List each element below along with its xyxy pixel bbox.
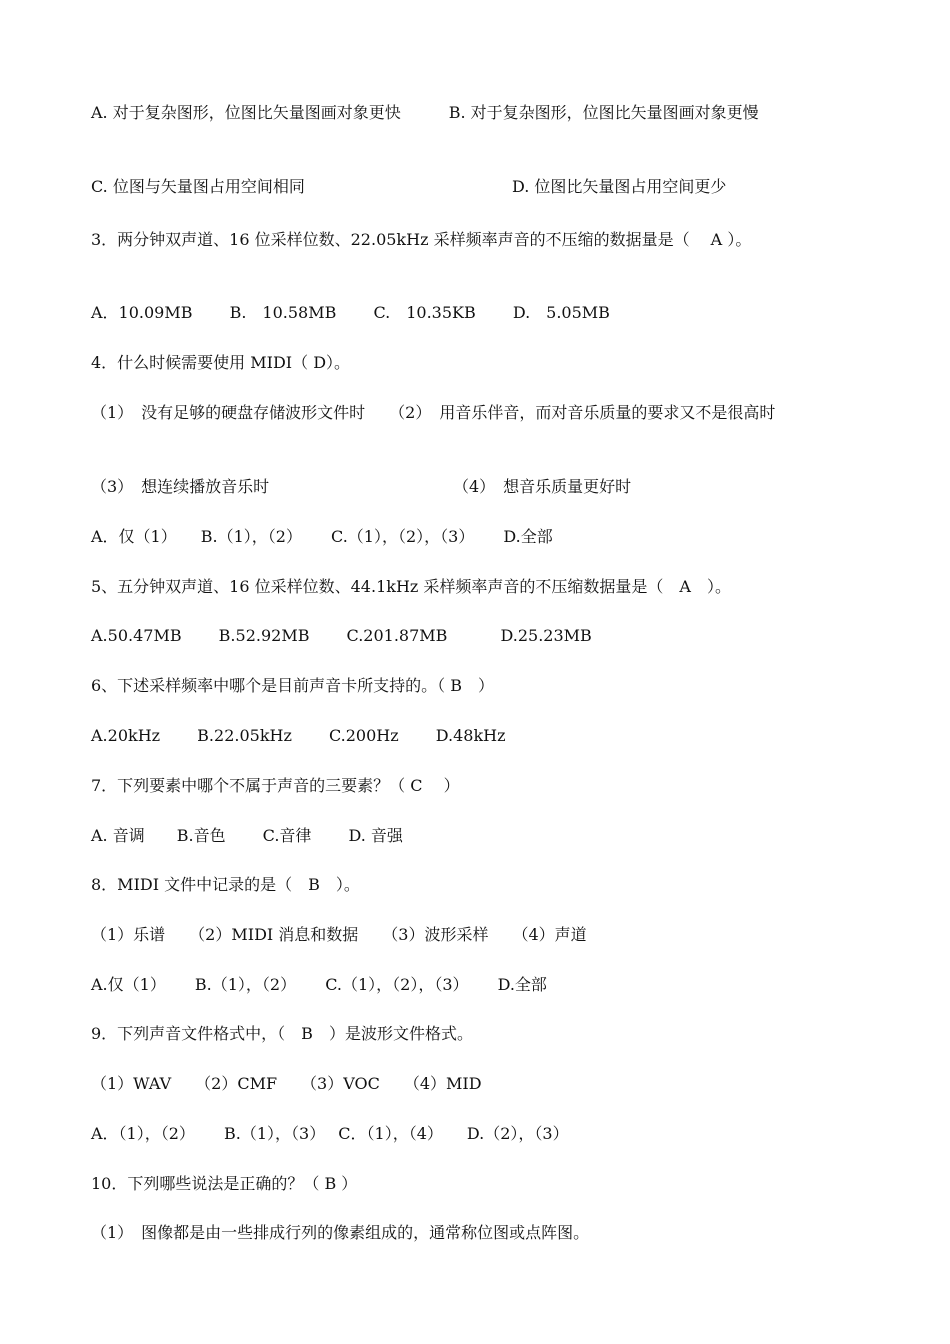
q8-options: A.仅（1） B.（1），（2） C.（1），（2），（3） D.全部 xyxy=(91,975,547,994)
question-6: 6、下述采样频率中哪个是目前声音卡所支持的。（ B ） xyxy=(91,676,495,695)
question-4: 4．什么时候需要使用 MIDI（ D）。 xyxy=(91,353,351,372)
q6-options: A.20kHz B.22.05kHz C.200Hz D.48kHz xyxy=(91,726,506,745)
q4-options: A．仅（1） B.（1），（2） C.（1），（2），（3） D.全部 xyxy=(91,527,553,546)
question-7: 7．下列要素中哪个不属于声音的三要素？（ C ） xyxy=(91,776,460,795)
q5-options: A.50.47MB B.52.92MB C.201.87MB D.25.23MB xyxy=(91,626,592,645)
q8-items: （1）乐谱 （2）MIDI 消息和数据 （3）波形采样 （4）声道 xyxy=(91,925,587,944)
q9-items: （1）WAV （2）CMF （3）VOC （4）MID xyxy=(91,1074,482,1093)
q4-items-1-2: （1） 没有足够的硬盘存储波形文件时 （2） 用音乐伴音，而对音乐质量的要求又不是很高时 xyxy=(91,403,776,422)
question-3: 3．两分钟双声道、16 位采样位数、22.05kHz 采样频率声音的不压缩的数据量是（ A ）。 xyxy=(91,230,752,249)
question-8: 8．MIDI 文件中记录的是（ B ）。 xyxy=(91,875,360,894)
q10-item-1: （1） 图像都是由一些排成行列的像素组成的，通常称位图或点阵图。 xyxy=(91,1223,590,1242)
q3-options: A．10.09MB B. 10.58MB C. 10.35KB D. 5.05MB xyxy=(91,303,610,322)
question-5: 5、五分钟双声道、16 位采样位数、44.1kHz 采样频率声音的不压缩数据量是（ A ）。 xyxy=(91,577,731,596)
q2-option-d: D. 位图比矢量图占用空间更少 xyxy=(512,177,727,196)
question-9: 9．下列声音文件格式中，（ B ）是波形文件格式。 xyxy=(91,1024,473,1043)
q4-item-3: （3） 想连续播放音乐时 xyxy=(91,477,270,496)
q4-item-4: （4） 想音乐质量更好时 xyxy=(453,477,632,496)
q2-options-ab: A. 对于复杂图形，位图比矢量图画对象更快 B. 对于复杂图形，位图比矢量图画对象更慢 xyxy=(91,103,759,122)
q7-options: A. 音调 B.音色 C.音律 D. 音强 xyxy=(91,826,403,845)
q9-options: A．（1），（2） B.（1），（3） C．（1），（4） D.（2），（3） xyxy=(91,1124,569,1143)
q2-option-c: C. 位图与矢量图占用空间相同 xyxy=(91,177,305,196)
question-10: 10．下列哪些说法是正确的？（ B ） xyxy=(91,1174,358,1193)
